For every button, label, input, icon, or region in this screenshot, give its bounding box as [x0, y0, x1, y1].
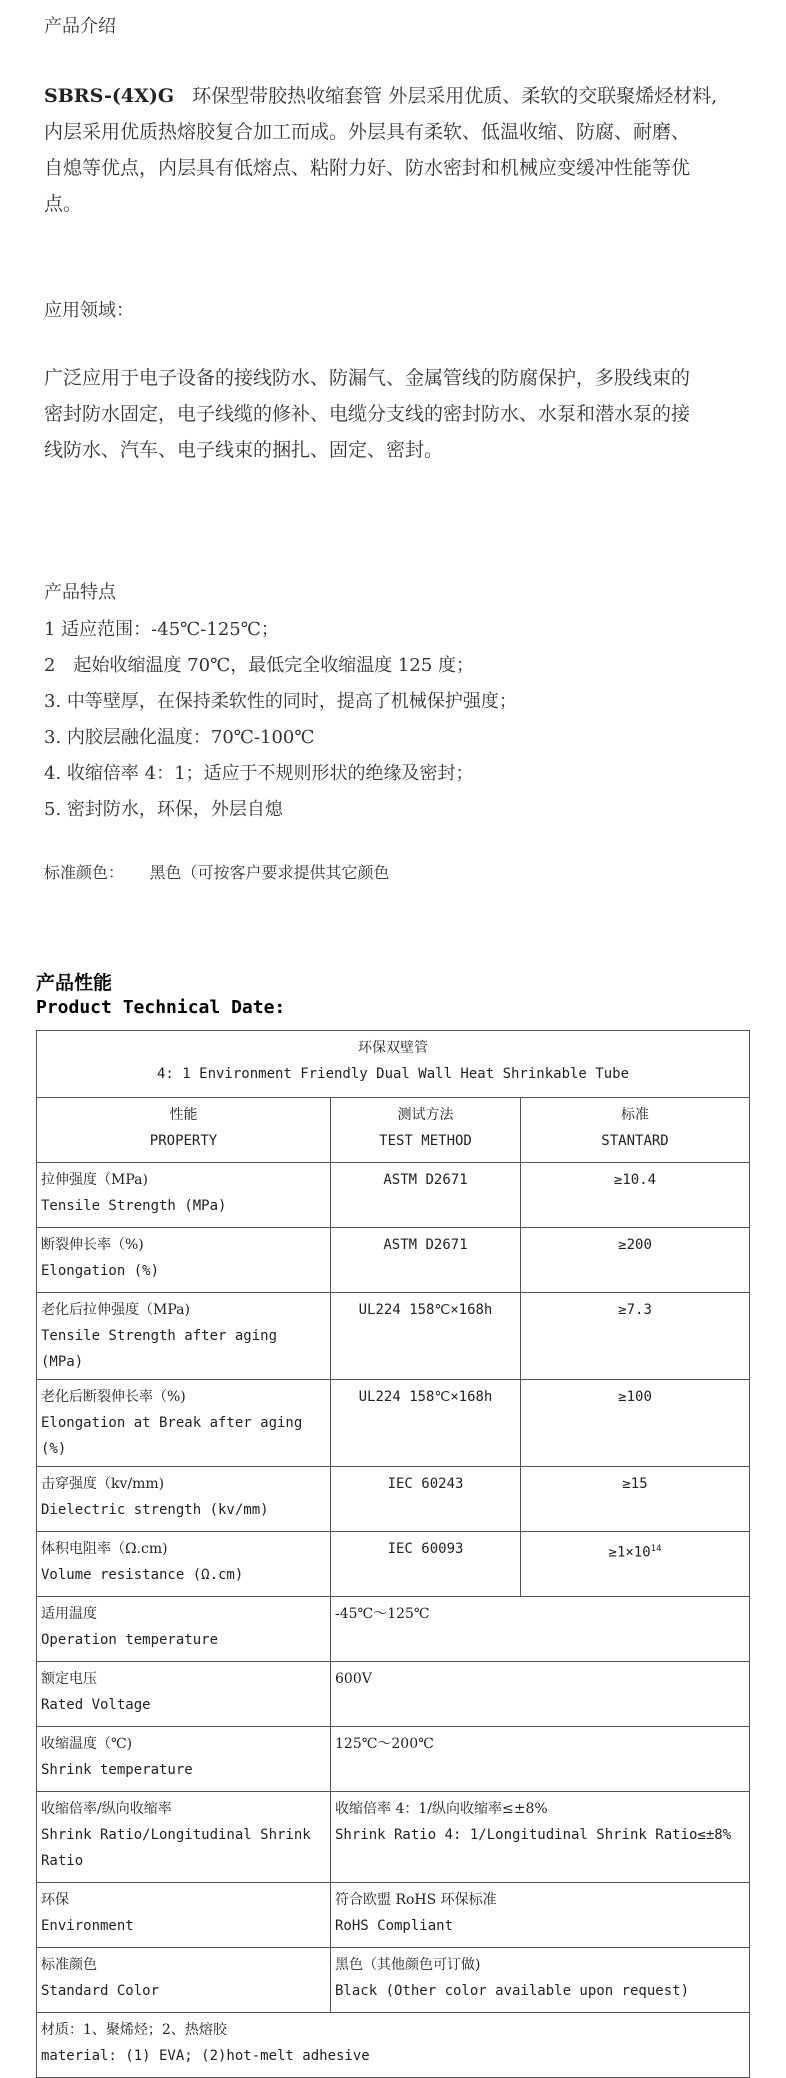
value-cn: 600V	[335, 1671, 372, 1687]
property-en: Environment	[41, 1918, 134, 1934]
feature-item: 4. 收缩倍率 4：1；适应于不规则形状的绝缘及密封；	[44, 763, 474, 784]
intro-line-3: 自熄等优点，内层具有低熔点、粘附力好、防水密封和机械应变缓冲性能等优	[44, 157, 691, 179]
table-title-cn: 环保双壁管	[358, 1040, 429, 1056]
property-cn: 老化后拉伸强度（MPa)	[41, 1302, 190, 1318]
spec-table	[36, 1030, 750, 2078]
standard-color-value: 黑色（可按客户要求提供其它颜色	[149, 863, 390, 882]
standard-value: ≥7.3	[521, 1293, 750, 1380]
table-row	[37, 1467, 750, 1532]
value-cn: 符合欧盟 RoHS 环保标准	[335, 1892, 497, 1908]
table-row	[37, 1662, 750, 1727]
intro-line-1: 环保型带胶热收缩套管 外层采用优质、柔软的交联聚烯烃材料,	[192, 85, 718, 107]
feature-item: 3. 内胶层融化温度：70℃-100℃	[44, 727, 315, 748]
property-en: Shrink Ratio/Longitudinal Shrink Ratio	[41, 1827, 311, 1869]
test-method: UL224 158℃×168h	[331, 1293, 521, 1380]
table-material-row	[37, 2013, 750, 2078]
standard-value: ≥100	[521, 1380, 750, 1467]
feature-item: 3. 中等壁厚，在保持柔软性的同时，提高了机械保护强度；	[44, 691, 517, 712]
header-standard-en: STANTARD	[601, 1133, 669, 1149]
performance-heading-en: Product Technical Date:	[36, 997, 286, 1018]
intro-paragraph	[44, 78, 764, 222]
value-cn: 125℃～200℃	[335, 1736, 434, 1752]
property-cn: 环保	[41, 1892, 69, 1908]
property-cn: 额定电压	[41, 1671, 97, 1687]
standard-exponent: 14	[650, 1544, 662, 1554]
test-method: ASTM D2671	[331, 1228, 521, 1293]
property-cn: 体积电阻率（Ω.cm)	[41, 1541, 168, 1557]
table-header-row	[37, 1098, 750, 1163]
property-cn: 适用温度	[41, 1606, 97, 1622]
property-cn: 老化后断裂伸长率（%)	[41, 1389, 186, 1405]
value-en: Shrink Ratio 4: 1/Longitudinal Shrink Ratio≤±8%	[335, 1827, 732, 1843]
property-en: Tensile Strength after aging (MPa)	[41, 1328, 278, 1370]
property-cn: 收缩温度（℃)	[41, 1736, 133, 1752]
header-method-en: TEST METHOD	[379, 1133, 472, 1149]
test-method: ASTM D2671	[331, 1163, 521, 1228]
standard-base: ≥1×10	[608, 1544, 651, 1561]
table-row	[37, 1597, 750, 1662]
feature-item: 5. 密封防水，环保，外层自熄	[44, 799, 283, 820]
standard-value: ≥10.4	[521, 1163, 750, 1228]
header-method-cn: 测试方法	[397, 1107, 454, 1123]
property-en: Dielectric strength (kv/mm)	[41, 1502, 269, 1518]
performance-heading-cn: 产品性能	[36, 972, 113, 994]
standard-value	[521, 1532, 750, 1597]
application-line-2: 密封防水固定，电子线缆的修补、电缆分支线的密封防水、水泵和潜水泵的接	[44, 403, 691, 425]
standard-value: ≥15	[521, 1467, 750, 1532]
application-heading: 应用领域：	[44, 300, 134, 321]
header-property-en: PROPERTY	[149, 1133, 218, 1149]
header-standard-cn: 标准	[621, 1107, 650, 1123]
material-en: material: (1) EVA; (2)hot-melt adhesive	[41, 2048, 370, 2064]
property-cn: 断裂伸长率（%)	[41, 1237, 144, 1253]
property-en: Operation temperature	[41, 1632, 219, 1648]
value-en: RoHS Compliant	[335, 1918, 454, 1934]
property-en: Tensile Strength (MPa)	[41, 1198, 227, 1214]
property-en: Volume resistance (Ω.cm)	[41, 1567, 244, 1583]
table-row	[37, 1792, 750, 1883]
header-property-cn: 性能	[169, 1107, 198, 1123]
table-row	[37, 1228, 750, 1293]
application-paragraph	[44, 360, 764, 468]
property-cn: 击穿强度（kv/mm)	[41, 1476, 165, 1492]
property-en: Rated Voltage	[41, 1697, 151, 1713]
table-row	[37, 1163, 750, 1228]
property-cn: 拉伸强度（MPa)	[41, 1172, 148, 1188]
feature-item: 2 起始收缩温度 70℃，最低完全收缩温度 125 度；	[44, 655, 475, 676]
standard-value: ≥200	[521, 1228, 750, 1293]
model-code: SBRS-(4X)G	[44, 85, 175, 107]
intro-line-2: 内层采用优质热熔胶复合加工而成。外层具有柔软、低温收缩、防腐、耐磨、	[44, 121, 691, 143]
value-cn: 黑色（其他颜色可订做)	[335, 1957, 481, 1973]
property-en: Elongation (%)	[41, 1263, 160, 1279]
table-row	[37, 1293, 750, 1380]
intro-heading: 产品介绍	[44, 16, 116, 37]
intro-line-4: 点。	[44, 193, 83, 215]
features-heading: 产品特点	[44, 582, 116, 603]
table-title-en: 4: 1 Environment Friendly Dual Wall Heat Shrinkable Tube	[157, 1066, 630, 1082]
features-list	[44, 612, 517, 828]
table-row	[37, 1883, 750, 1948]
table-row	[37, 1380, 750, 1467]
property-en: Shrink temperature	[41, 1762, 193, 1778]
property-cn: 收缩倍率/纵向收缩率	[41, 1801, 172, 1817]
table-title-row	[37, 1031, 750, 1098]
feature-item: 1 适应范围：-45℃-125℃；	[44, 619, 279, 640]
property-en: Elongation at Break after aging (%)	[41, 1415, 303, 1457]
material-cn: 材质：1、聚烯烃；2、热熔胶	[41, 2022, 227, 2038]
table-row	[37, 1948, 750, 2013]
application-line-1: 广泛应用于电子设备的接线防水、防漏气、金属管线的防腐保护，多股线束的	[44, 367, 691, 389]
value-en: Black (Other color available upon request)	[335, 1983, 690, 1999]
value-cn: -45℃～125℃	[335, 1606, 430, 1622]
table-row	[37, 1727, 750, 1792]
standard-color-label: 标准颜色：	[44, 863, 125, 882]
property-en: Standard Color	[41, 1983, 160, 1999]
table-row	[37, 1532, 750, 1597]
application-line-3: 线防水、汽车、电子线束的捆扎、固定、密封。	[44, 439, 444, 461]
property-cn: 标准颜色	[41, 1957, 97, 1973]
test-method: IEC 60093	[331, 1532, 521, 1597]
test-method: IEC 60243	[331, 1467, 521, 1532]
standard-color-line	[44, 860, 389, 883]
test-method: UL224 158℃×168h	[331, 1380, 521, 1467]
value-cn: 收缩倍率 4：1/纵向收缩率≤±8%	[335, 1801, 548, 1817]
